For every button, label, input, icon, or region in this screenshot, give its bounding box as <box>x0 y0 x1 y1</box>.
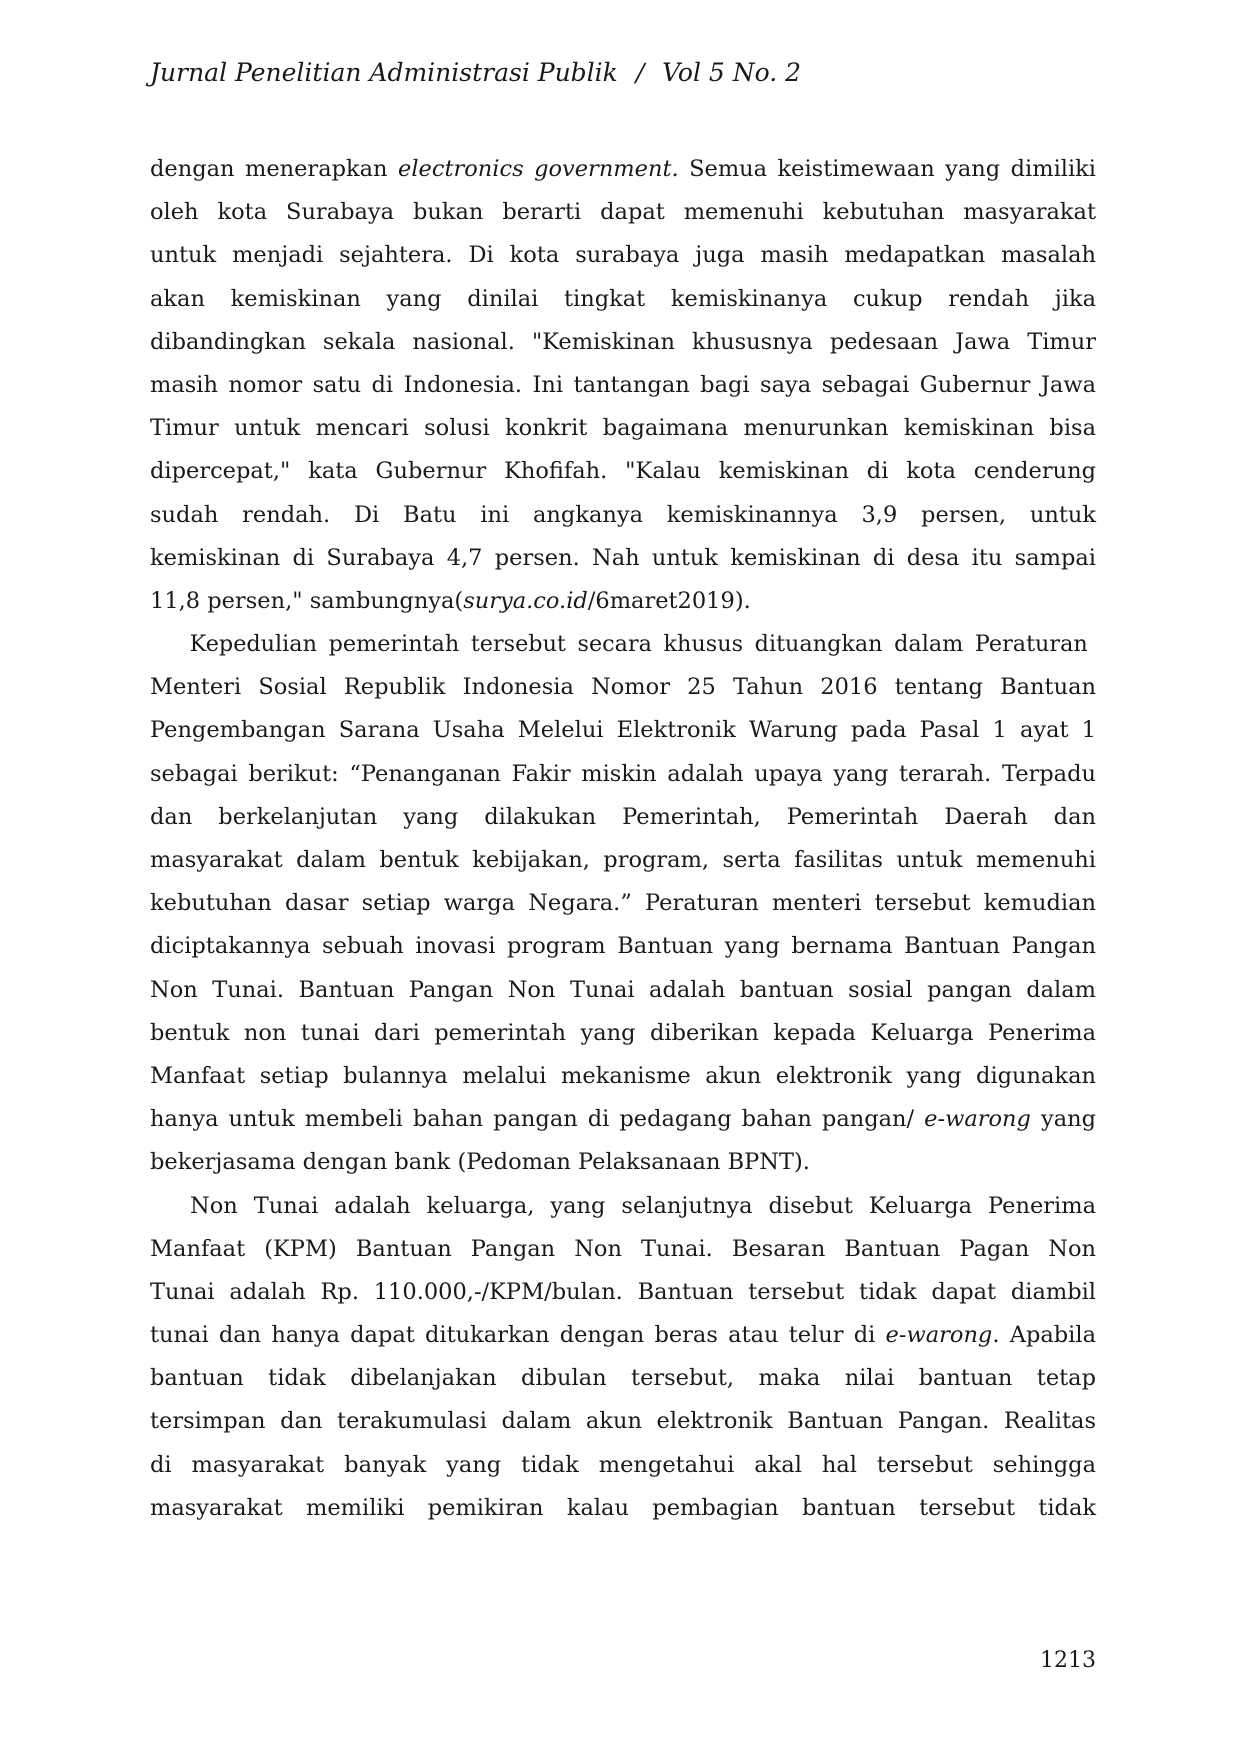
text-line <box>150 1185 1096 1228</box>
body-text <box>150 148 1096 1530</box>
text-line <box>150 882 1096 925</box>
text-line <box>150 709 1096 752</box>
text-segment: bentuk non tunai dari pemerintah yang diberikan kepada Keluarga Penerima <box>150 1019 1096 1046</box>
text-segment: oleh kota Surabaya bukan berarti dapat memenuhi kebutuhan masyarakat <box>150 199 1096 226</box>
text-segment: di masyarakat banyak yang tidak mengetahui akal hal tersebut sehingga <box>150 1451 1096 1478</box>
text-line <box>150 191 1096 234</box>
text-segment: . Apabila <box>992 1322 1096 1349</box>
running-header <box>150 58 801 87</box>
text-line <box>150 278 1096 321</box>
text-segment: Menteri Sosial Republik Indonesia Nomor 25 Tahun 2016 tentang Bantuan <box>150 674 1096 701</box>
text-segment: Manfaat (KPM) Bantuan Pangan Non Tunai. Besaran Bantuan Pagan Non <box>150 1235 1096 1262</box>
text-line <box>150 925 1096 968</box>
text-segment: yang <box>1030 1106 1097 1133</box>
text-line <box>150 839 1096 882</box>
text-line <box>150 234 1096 277</box>
text-segment: masyarakat memiliki pemikiran kalau pembagian bantuan tersebut tidak <box>150 1494 1096 1521</box>
text-segment: Kepedulian pemerintah tersebut secara khusus dituangkan dalam Peraturan <box>189 631 1088 658</box>
text-line <box>150 623 1088 666</box>
journal-title: Jurnal Penelitian Administrasi Publik <box>150 58 618 87</box>
text-segment: Non Tunai. Bantuan Pangan Non Tunai adalah bantuan sosial pangan dalam <box>150 976 1096 1003</box>
text-segment: Pengembangan Sarana Usaha Melelui Elektronik Warung pada Pasal 1 ayat 1 <box>150 717 1096 744</box>
text-line <box>150 666 1096 709</box>
text-segment: tunai dan hanya dapat ditukarkan dengan beras atau telur di <box>150 1322 886 1349</box>
text-segment: Timur untuk mencari solusi konkrit bagaimana menurunkan kemiskinan bisa <box>150 415 1096 442</box>
text-line <box>150 450 1096 493</box>
text-segment: kebutuhan dasar setiap warga Negara.” Peraturan menteri tersebut kemudian <box>150 890 1096 917</box>
paragraph <box>150 623 1096 1184</box>
text-segment: kemiskinan di Surabaya 4,7 persen. Nah untuk kemiskinan di desa itu sampai <box>150 544 1096 571</box>
text-line <box>150 1487 1096 1530</box>
text-segment: untuk menjadi sejahtera. Di kota surabaya juga masih medapatkan masalah <box>150 242 1096 269</box>
text-line <box>150 1357 1096 1400</box>
paragraph <box>150 1185 1096 1531</box>
text-segment: hanya untuk membeli bahan pangan di pedagang bahan pangan/ <box>150 1106 925 1133</box>
text-segment: dengan menerapkan <box>150 156 399 182</box>
paragraph <box>150 148 1096 623</box>
text-segment: akan kemiskinan yang dinilai tingkat kemiskinanya cukup rendah jika <box>150 285 1096 312</box>
page-number: 1213 <box>1040 1648 1096 1673</box>
text-line <box>150 1055 1096 1098</box>
text-line <box>150 969 1096 1012</box>
text-line <box>150 321 1096 364</box>
italic-text: e-warong <box>885 1322 993 1349</box>
text-line <box>150 1444 1096 1487</box>
text-line <box>150 1314 1096 1357</box>
text-line <box>150 1400 1096 1443</box>
text-line <box>150 796 1096 839</box>
text-segment: tersimpan dan terakumulasi dalam akun elektronik Bantuan Pangan. Realitas <box>150 1408 1096 1435</box>
text-segment: dipercepat," kata Gubernur Khofifah. "Kalau kemiskinan di kota cenderung <box>150 458 1096 485</box>
text-line <box>150 1141 1096 1184</box>
text-line <box>150 537 1096 580</box>
text-segment: dibandingkan sekala nasional. "Kemiskinan khususnya pedesaan Jawa Timur <box>150 328 1096 355</box>
text-segment: sudah rendah. Di Batu ini angkanya kemiskinannya 3,9 persen, untuk <box>150 501 1096 528</box>
text-segment: dan berkelanjutan yang dilakukan Pemerintah, Pemerintah Daerah dan <box>150 803 1096 830</box>
header-separator: / <box>632 58 648 87</box>
italic-text: surya.co.id <box>463 587 588 614</box>
text-line <box>150 148 1096 191</box>
text-line <box>150 580 1096 623</box>
text-segment: /6maret2019). <box>587 587 751 614</box>
text-segment: bekerjasama dengan bank (Pedoman Pelaksanaan BPNT). <box>150 1149 810 1176</box>
text-segment: Semua keistimewaan yang dimiliki <box>678 156 1096 182</box>
text-segment: sebagai berikut: “Penanganan Fakir miskin adalah upaya yang terarah. Terpadu <box>150 760 1096 787</box>
text-segment: Manfaat setiap bulannya melalui mekanisme akun elektronik yang digunakan <box>150 1062 1096 1089</box>
text-segment: diciptakannya sebuah inovasi program Bantuan yang bernama Bantuan Pangan <box>150 933 1096 960</box>
text-line <box>150 1271 1096 1314</box>
text-segment: masyarakat dalam bentuk kebijakan, program, serta fasilitas untuk memenuhi <box>150 847 1096 873</box>
text-line <box>150 407 1096 450</box>
text-line <box>150 1228 1096 1271</box>
text-line <box>150 1012 1096 1055</box>
text-line <box>150 364 1096 407</box>
text-line <box>150 494 1096 537</box>
journal-volume: Vol 5 No. 2 <box>662 58 802 87</box>
text-segment: 11,8 persen," sambungnya( <box>150 587 464 614</box>
italic-text: e-warong <box>924 1106 1031 1133</box>
text-line <box>150 753 1096 796</box>
italic-text: electronics government. <box>398 156 679 182</box>
text-segment: bantuan tidak dibelanjakan dibulan tersebut, maka nilai bantuan tetap <box>150 1365 1096 1392</box>
text-segment: Non Tunai adalah keluarga, yang selanjutnya disebut Keluarga Penerima <box>190 1192 1096 1219</box>
text-line <box>150 1098 1096 1141</box>
text-segment: masih nomor satu di Indonesia. Ini tantangan bagi saya sebagai Gubernur Jawa <box>150 371 1096 398</box>
text-segment: Tunai adalah Rp. 110.000,-/KPM/bulan. Bantuan tersebut tidak dapat diambil <box>150 1278 1096 1305</box>
